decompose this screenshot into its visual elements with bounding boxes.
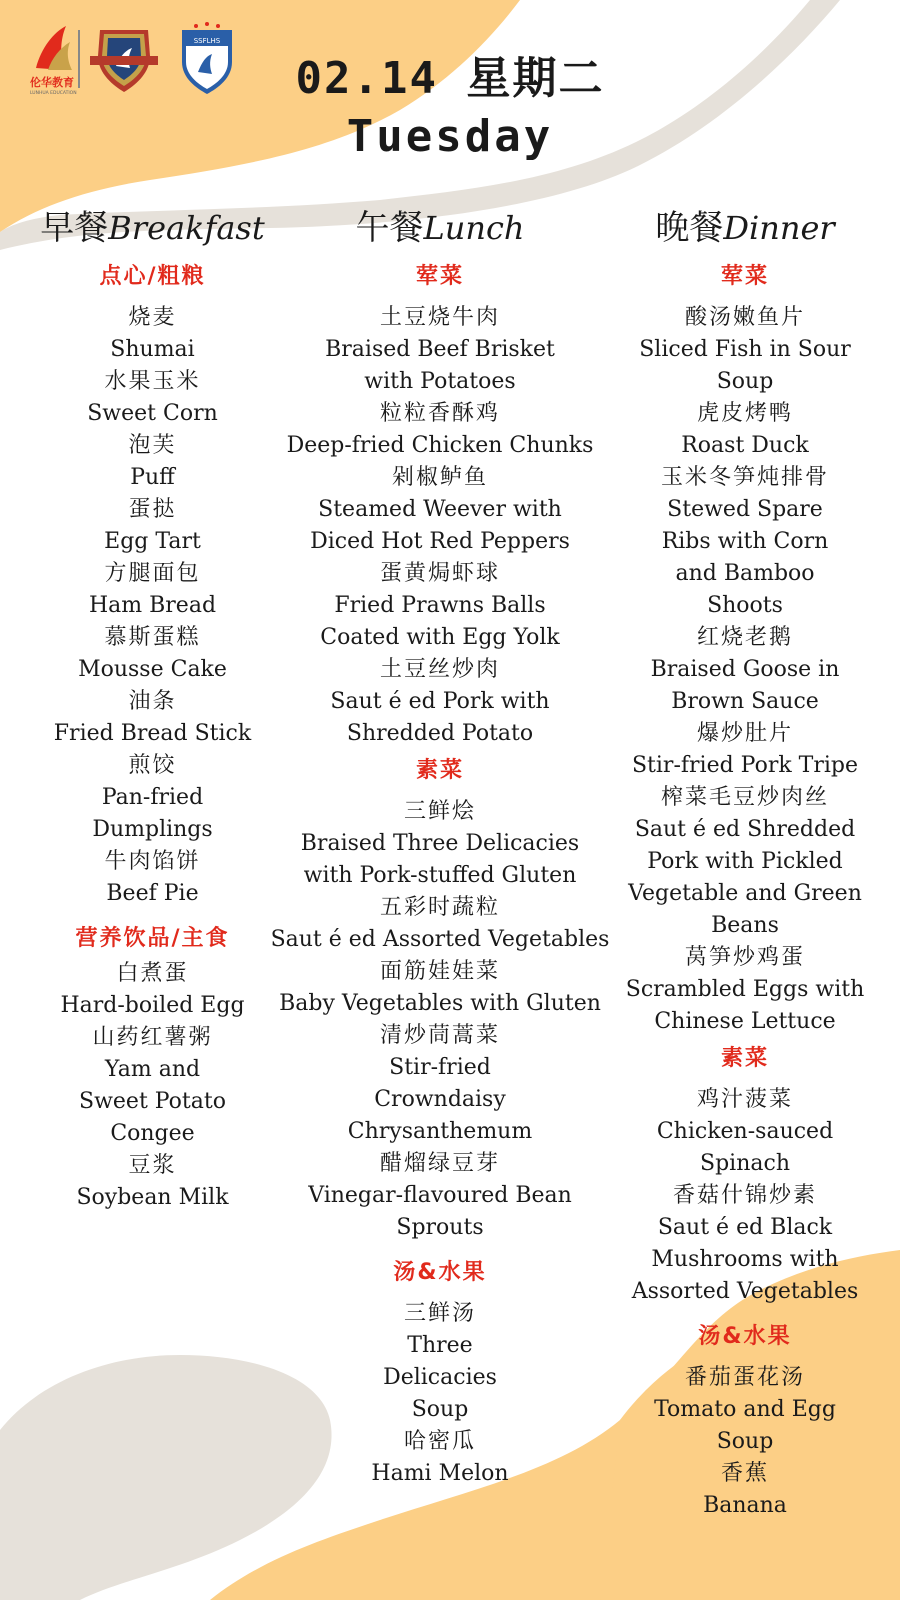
menu-item-en: Saut é ed Pork with Shredded Potato (330, 689, 550, 746)
menu-item-en: Sweet Corn (87, 401, 218, 426)
section-heading: 汤&水果 (698, 1324, 792, 1349)
menu-item-en: Puff (130, 465, 175, 490)
menu-list (30, 958, 275, 1214)
menu-item-en: Mousse Cake (78, 657, 227, 682)
menu-item-en: Tomato and Egg Soup (654, 1397, 836, 1454)
menu-item-en: Yam and Sweet Potato Congee (79, 1057, 226, 1146)
menu-item-zh: 白煮蛋 (116, 961, 189, 986)
menu-item-en: Vinegar-flavoured Bean Sprouts (308, 1183, 572, 1240)
logo-text: 伦华教育 (30, 76, 74, 89)
menu-item-zh: 爆炒肚片 (696, 721, 793, 746)
section-heading: 素菜 (415, 758, 464, 783)
section-heading: 素菜 (720, 1046, 769, 1071)
menu-item-en: Stir-fried Pork Tripe (631, 753, 858, 778)
menu-item-zh: 醋熘绿豆芽 (379, 1151, 500, 1176)
menu-item-en: Three Delicacies Soup (383, 1333, 497, 1422)
school-shield-icon (90, 30, 158, 92)
menu-item-zh: 莴笋炒鸡蛋 (684, 945, 805, 970)
menu-item-zh: 番茄蛋花汤 (684, 1365, 805, 1390)
menu-item-en: Scrambled Eggs with Chinese Lettuce (625, 977, 865, 1034)
menu-item-en: Braised Goose in Brown Sauce (650, 657, 840, 714)
section-heading: 荤菜 (720, 264, 769, 289)
menu-item-zh: 酸汤嫩鱼片 (684, 305, 805, 330)
section-heading: 营养饮品/主食 (75, 926, 230, 951)
menu-item-zh: 土豆丝炒肉 (379, 657, 500, 682)
menu-item-en: Beef Pie (106, 881, 199, 906)
school-logos (26, 18, 246, 98)
menu-item-en: Saut é ed Black Mushrooms with Assorted Vegetables (631, 1215, 859, 1304)
menu-item-zh: 牛肉馅饼 (104, 849, 201, 874)
menu-item-zh: 哈密瓜 (403, 1429, 476, 1454)
ssflhs-shield-icon (182, 22, 232, 94)
menu-list (30, 302, 275, 910)
menu-item-en: Chicken-sauced Spinach (656, 1119, 834, 1176)
dinner-column (610, 200, 880, 1522)
menu-item-en: Braised Three Delicacies with Pork-stuffed Gluten (300, 831, 580, 888)
menu-item-zh: 泡芙 (128, 433, 177, 458)
page-title (250, 50, 650, 166)
menu-item-zh: 面筋娃娃菜 (379, 959, 500, 984)
menu-item-zh: 玉米冬笋炖排骨 (660, 465, 829, 490)
weekday-heading: Tuesday (346, 111, 554, 162)
menu-item-en: Deep-fried Chicken Chunks (286, 433, 594, 458)
menu-item-zh: 三鲜烩 (403, 799, 476, 824)
menu-item-en: Fried Prawns Balls Coated with Egg Yolk (320, 593, 560, 650)
menu-item-zh: 清炒茼蒿菜 (379, 1023, 500, 1048)
menu-list (270, 1298, 610, 1490)
menu-item-en: Stir-fried Crowndaisy Chrysanthemum (347, 1055, 533, 1144)
menu-item-en: Pan-fried Dumplings (92, 785, 213, 842)
menu-item-zh: 红烧老鹅 (696, 625, 793, 650)
logos-group (26, 18, 246, 98)
menu-item-zh: 烧麦 (128, 305, 177, 330)
menu-item-zh: 香蕉 (720, 1461, 769, 1486)
menu-item-zh: 蛋挞 (128, 497, 177, 522)
menu-item-en: Saut é ed Assorted Vegetables (270, 927, 610, 952)
menu-list (610, 302, 880, 1038)
menu-item-en: Shumai (110, 337, 195, 362)
menu-item-en: Saut é ed Shredded Pork with Pickled Vegetable and Green Beans (628, 817, 862, 938)
menu-item-zh: 土豆烧牛肉 (379, 305, 500, 330)
date-heading: 02.14 星期二 (295, 53, 605, 104)
svg-text:SSFLHS: SSFLHS (193, 37, 221, 45)
menu-item-en: Sliced Fish in Sour Soup (639, 337, 851, 394)
section-heading: 荤菜 (415, 264, 464, 289)
menu-item-en: Soybean Milk (76, 1185, 229, 1210)
menu-item-en: Hami Melon (371, 1461, 509, 1486)
lunch-column (270, 200, 610, 1490)
menu-item-zh: 油条 (128, 689, 177, 714)
menu-item-en: Baby Vegetables with Gluten (279, 991, 601, 1016)
menu-item-zh: 三鲜汤 (403, 1301, 476, 1326)
menu-list (270, 302, 610, 750)
menu-item-en: Roast Duck (681, 433, 809, 458)
menu-item-zh: 粒粒香酥鸡 (379, 401, 500, 426)
menu-item-zh: 五彩时蔬粒 (379, 895, 500, 920)
menu-item-en: Hard-boiled Egg (60, 993, 245, 1018)
menu-item-en: Stewed Spare Ribs with Corn and Bamboo Shoots (661, 497, 829, 618)
menu-item-zh: 豆浆 (128, 1153, 177, 1178)
menu-item-zh: 方腿面包 (104, 561, 201, 586)
menu-list (270, 796, 610, 1244)
menu-item-zh: 煎饺 (128, 753, 177, 778)
breakfast-column (30, 200, 275, 1214)
section-heading: 汤&水果 (393, 1260, 487, 1285)
menu-item-zh: 榨菜毛豆炒肉丝 (660, 785, 829, 810)
menu-list (610, 1362, 880, 1522)
lunch-title: 午餐Lunch (355, 208, 525, 248)
menu-item-en: Steamed Weever with Diced Hot Red Peppers (310, 497, 570, 554)
menu-item-en: Banana (703, 1493, 787, 1518)
menu-item-zh: 香菇什锦炒素 (672, 1183, 817, 1208)
menu-item-en: Egg Tart (104, 529, 201, 554)
menu-item-zh: 鸡汁菠菜 (696, 1087, 793, 1112)
dinner-title: 晚餐Dinner (655, 208, 835, 248)
menu-item-en: Braised Beef Brisket with Potatoes (325, 337, 555, 394)
menu-item-zh: 蛋黄焗虾球 (379, 561, 500, 586)
menu-item-zh: 慕斯蛋糕 (104, 625, 201, 650)
section-heading: 点心/粗粮 (99, 264, 206, 289)
logo-subtext: LUNHUA EDUCATION (30, 91, 77, 96)
menu-list (610, 1084, 880, 1308)
menu-item-zh: 剁椒鲈鱼 (391, 465, 488, 490)
breakfast-title: 早餐Breakfast (40, 208, 265, 248)
menu-item-en: Fried Bread Stick (53, 721, 252, 746)
menu-item-zh: 虎皮烤鸭 (696, 401, 793, 426)
menu-item-zh: 水果玉米 (104, 369, 201, 394)
menu-item-en: Ham Bread (88, 593, 217, 618)
menu-item-zh: 山药红薯粥 (92, 1025, 213, 1050)
